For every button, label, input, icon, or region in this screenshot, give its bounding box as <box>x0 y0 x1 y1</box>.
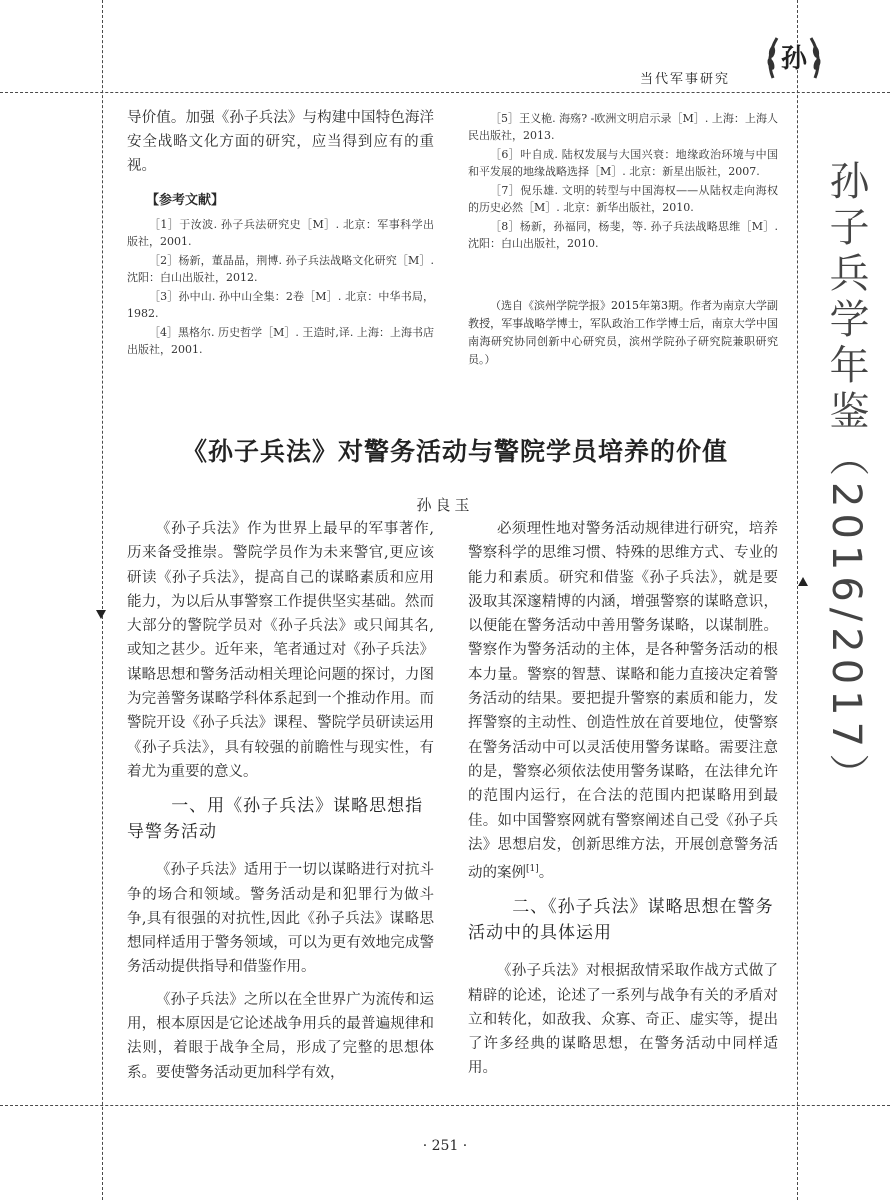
article-right-column <box>468 517 778 1081</box>
left-margin-marker-icon <box>96 610 106 619</box>
references-list-right <box>468 110 778 254</box>
article-title: 《孙子兵法》对警务活动与警院学员培养的价值 <box>181 437 728 466</box>
body-paragraph: 《孙子兵法》之所以在全世界广为流传和运用，根本原因是它论述战争用兵的最普遍规律和法则，着眼于战争全局，形成了完整的思想体系。要使警务活动更加科学有效， <box>127 991 434 1081</box>
citation-marker: [1] <box>526 864 539 875</box>
reference-item: ［2］杨新，董晶晶，荆博. 孙子兵法战略文化研究［M］. 沈阳：白山出版社，2012. <box>127 254 434 284</box>
previous-article-text: 导价值。加强《孙子兵法》与构建中国特色海洋安全战略文化方面的研究，应当得到应有的重视。 <box>127 110 434 174</box>
reference-item: ［5］王义桅. 海殇? -欧洲文明启示录［M］. 上海：上海人民出版社，2013. <box>468 112 778 142</box>
references-list-left <box>127 216 434 360</box>
body-paragraph <box>468 517 778 885</box>
right-crop-line <box>797 0 798 1200</box>
body-text-end: 。 <box>538 864 554 881</box>
body-text: 必须理性地对警务活动规律进行研究，培养警察科学的思维习惯、特殊的思维方式、专业的能力和素质。研究和借鉴《孙子兵法》，就是要汲取其深邃精博的内涵，增强警察的谋略意识，以便能在警务活动中善用警务谋略，以谋制胜。警察作为警务活动的主体，是各种警务活动的根本力量。警察的智慧、谋略和能力直接决定着警务活动的结果。要把提升警察的素质和能力，发挥警察的主动性、创造性放在首要地位，使警察在警务活动中可以灵活使用警务谋略。需要注意的是，警察必须依法使用警务谋略，在法律允许的范围内运行，在合法的范围内把谋略用到最佳。如中国警察网就有警察阐述自己受《孙子兵法》思想启发，创新思维方法，开展创意警务活动的案例 <box>468 521 778 881</box>
article-left-column <box>127 517 434 1085</box>
body-paragraph: 《孙子兵法》作为世界上最早的军事著作,历来备受推崇。警院学员作为未来警官,更应该研读《孙子兵法》，提高自己的谋略素质和应用能力，为以后从事警察工作提供坚实基础。然而大部分的警院学员对《孙子兵法》或只闻其名,或知之甚少。近年来，笔者通过对《孙子兵法》谋略思想和警务活动相关理论问题的探讨，力图为完善警务谋略学科体系起到一个推动作用。而警院开设《孙子兵法》课程、警院学员研读运用《孙子兵法》，具有较强的前瞻性与现实性，有着尤为重要的意义。 <box>127 521 434 780</box>
bottom-crop-line <box>0 1105 890 1106</box>
journal-title: 当代军事研究 <box>640 72 731 87</box>
reference-item: ［3］孙中山. 孙中山全集：2卷［M］. 北京：中华书局，1982. <box>127 290 434 320</box>
laurel-logo-icon <box>763 26 825 88</box>
body-paragraph: 《孙子兵法》适用于一切以谋略进行对抗斗争的场合和领域。警务活动是和犯罪行为做斗争,具有很强的对抗性,因此《孙子兵法》谋略思想同样适用于警务领域，可以为更有效地完成警务活动提供指导和借鉴作用。 <box>127 862 434 976</box>
right-margin-marker-icon <box>798 577 808 586</box>
body-paragraph: 《孙子兵法》对根据敌情采取作战方式做了精辟的论述，论述了一系列与战争有关的矛盾对立和转化，如敌我、众寡、奇正、虚实等，提出了许多经典的谋略思想，在警务活动中同样适用。 <box>468 963 778 1077</box>
article-author: 孙良玉 <box>416 496 474 514</box>
page-number: · 251 · <box>422 1138 468 1154</box>
logo-glyph: 孙 <box>780 44 808 74</box>
yearbook-side-title: 孙子兵学年鉴（2016/2017） <box>823 160 869 800</box>
journal-logo <box>763 26 825 88</box>
reference-item: ［6］叶自成. 陆权发展与大国兴衰：地缘政治环境与中国和平发展的地缘战略选择［M］. 北京：新星出版社，2007. <box>468 148 778 178</box>
reference-item: ［1］于汝波. 孙子兵法研究史［M］. 北京：军事科学出版社，2001. <box>127 218 434 248</box>
reference-item: ［7］倪乐雄. 文明的转型与中国海权——从陆权走向海权的历史必然［M］. 北京：新华出版社，2010. <box>468 184 778 214</box>
section-heading-1: 一、用《孙子兵法》谋略思想指导警务活动 <box>127 796 424 843</box>
source-note: （选自《滨州学院学报》2015年第3期。作者为南京大学副教授，军事战略学博士，军队政治工作学博士后，南京大学中国南海研究协同创新中心研究员，滨州学院孙子研究院兼职研究员。） <box>468 299 778 366</box>
reference-item: ［4］黑格尔. 历史哲学［M］. 王造时,译. 上海：上海书店出版社，2001. <box>127 326 434 356</box>
left-crop-line <box>102 0 103 1200</box>
section-heading-2: 二、《孙子兵法》谋略思想在警务活动中的具体运用 <box>468 897 774 944</box>
references-heading: 【参考文献】 <box>146 193 225 208</box>
reference-item: ［8］杨新，孙福同，杨斐，等. 孙子兵法战略思维［M］. 沈阳：白山出版社，2010. <box>468 220 778 250</box>
top-crop-line <box>0 92 890 93</box>
